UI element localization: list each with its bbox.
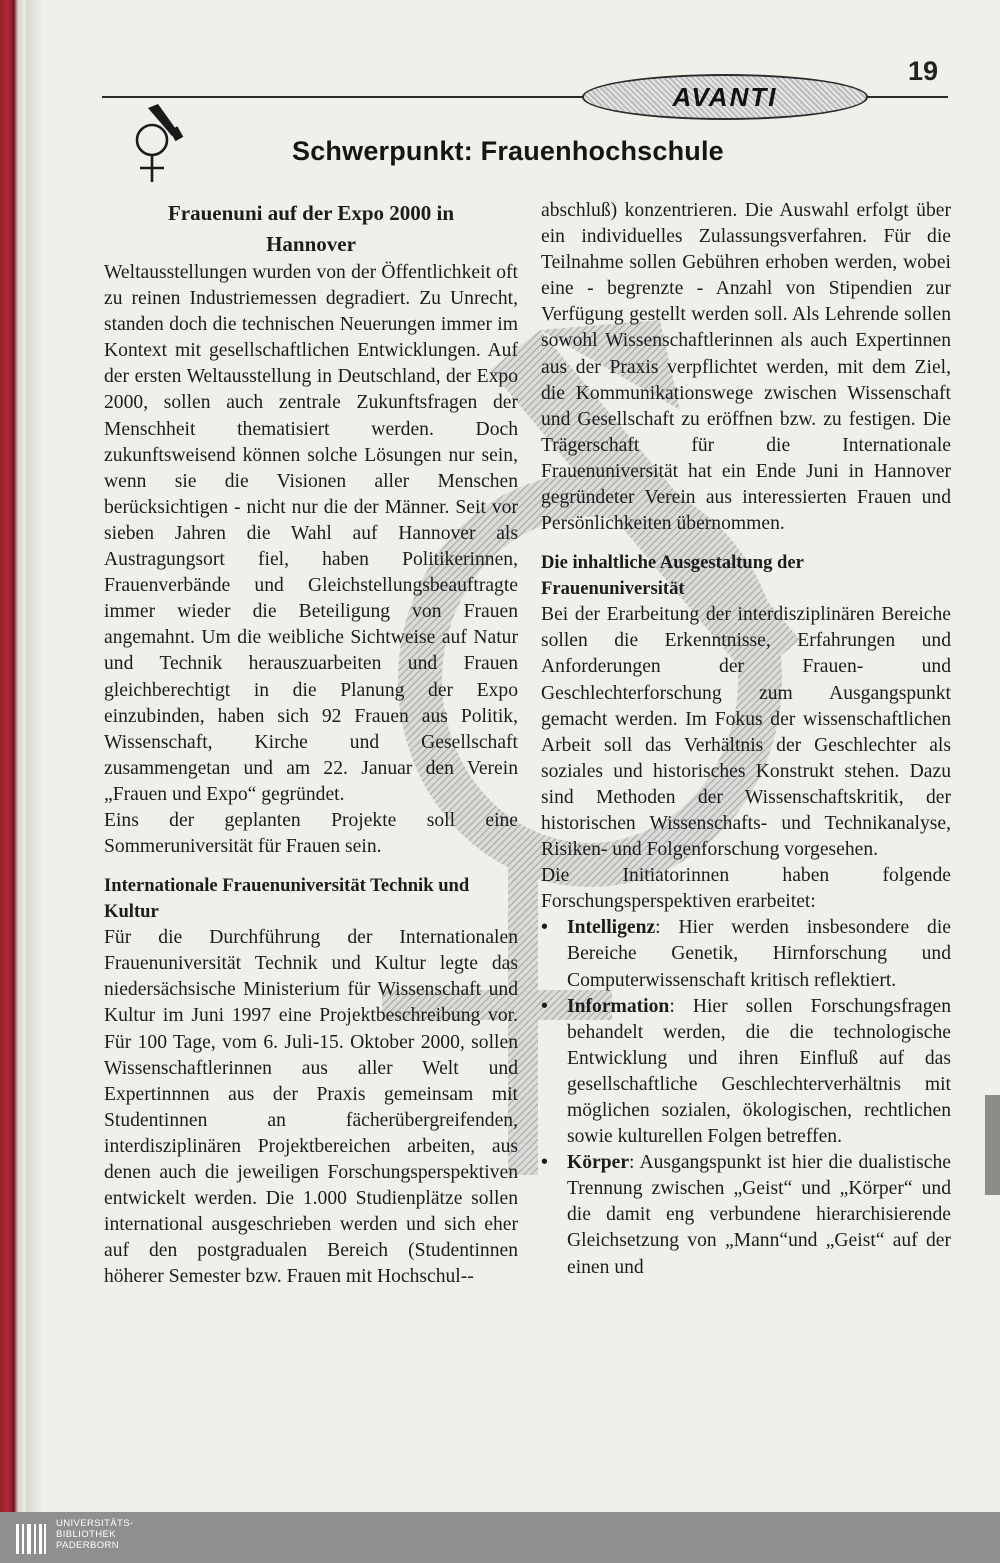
article-title-line2: Hannover xyxy=(266,232,356,256)
right-column xyxy=(541,198,951,1281)
avanti-label: AVANTI xyxy=(672,82,778,112)
bullet-term: Information xyxy=(567,995,670,1017)
bullet-icon: • xyxy=(541,995,548,1017)
projects-paragraph: Eins der geplanten Projekte soll eine Sommeruniversität für Frauen sein. xyxy=(104,809,518,858)
content-subheading: Die inhaltliche Ausgestaltung der Frauenuniversität xyxy=(541,552,804,600)
bullet-text: : Ausgangspunkt ist hier die dualistische Trennung zwischen „Geist“ und „Körper“ und die damit eng verbundene hierarchisierende Gleichsetzung von „Mann“und „Geist“ auf der einen und xyxy=(567,1152,951,1278)
library-line3: PADERBORN xyxy=(56,1540,120,1551)
library-barcode-icon xyxy=(14,1520,48,1558)
left-column xyxy=(104,198,518,1290)
list-item xyxy=(541,915,951,993)
continuation-paragraph: abschluß) konzentrieren. Die Auswahl erfolgt über ein individuelles Zulassungsverfahren. Für die Teilnahme sollen Gebühren erhoben werden, wobei eine - begrenzte - Anzahl von Stipendien zur Verfügung gestellt werden soll. Als Lehrende sollen sowohl Wissenschaftlerinnen als auch Expertinnen aus der Praxis verpflichtet werden, mit dem Ziel, die Kommunikationswege zwischen Wissenschaft und Gesellschaft zu eröffnen bzw. zu festigen. Die Trägerschaft für die Internationale Frauenuniversität hat ein Ende Juni in Hannover gegründeter Verein aus interessierten Frauen und Persönlichkeiten übernommen. xyxy=(541,200,951,535)
bullet-term: Körper xyxy=(567,1152,630,1174)
content-paragraph: Bei der Erarbeitung der interdisziplinären Bereiche sollen die Erkenntnisse, Erfahrungen und Anforderungen der Frauen- und Geschlechterforschung zum Ausgangspunkt gemacht werden. Im Fokus der wissenschaftlichen Arbeit soll das Verhältnis der Geschlechter als soziales und historisches Konstrukt stehen. Dazu sind Methoden der Wissenschaftskritik, der historischen Wissenschafts- und Technikanalyse, Risiken- und Folgenforschung vorgesehen. xyxy=(541,604,951,861)
book-spine xyxy=(0,0,26,1512)
library-line2: BIBLIOTHEK xyxy=(56,1529,116,1540)
section-title: Schwerpunkt: Frauenhochschule xyxy=(292,136,724,166)
bullet-icon: • xyxy=(541,1152,548,1174)
bullet-term: Intelligenz xyxy=(567,917,656,939)
article-title xyxy=(104,198,518,260)
venus-hammer-icon xyxy=(128,102,184,184)
library-name xyxy=(56,1518,216,1551)
list-item xyxy=(541,994,951,1151)
article-title-line1: Frauenuni auf der Expo 2000 in xyxy=(167,201,455,225)
perspectives-intro: Die Initiatorinnen haben folgende Forschungsperspektiven erarbeitet: xyxy=(541,865,951,913)
bullet-text: : Hier sollen Forschungsfragen behandelt werden, die die technologische Entwicklung und ihren Einfluß auf das gesellschaftliche Geschlechterverhältnis mit möglichen sozialen, ökologischen, rechtlichen sowie kulturellen Folgen betreffen. xyxy=(567,995,951,1148)
university-paragraph: Für die Durchführung der Internationalen Frauenuniversität Technik und Kultur legte das niedersächsische Ministerium für Wissenschaft und Kultur im Juni 1997 eine Projektbeschreibung vor. Für 100 Tage, vom 6. Juli-15. Oktober 2000, sollen Wissenschaftlerinnen aus aller Welt und Expertinnnen aus der Praxis gemeinsam mit Studentinnen an fächerübergreifenden, interdisziplinären Projektbereichen arbeiten, aus denen auch die jeweiligen Forschungsperspektiven entwickelt werden. Die 1.000 Studienplätze sollen international ausgeschrieben werden und sich eher auf den postgradualen Bereich (Studentinnen höherer Semester bzw. Frauen mit Hochschul-- xyxy=(104,927,518,1288)
perspectives-list xyxy=(541,915,951,1280)
bullet-icon: • xyxy=(541,917,548,939)
spine-shadow xyxy=(26,0,44,1512)
avanti-badge xyxy=(582,74,868,120)
page-number: 19 xyxy=(908,56,939,86)
list-item xyxy=(541,1150,951,1280)
bleed-through-mark xyxy=(985,1095,1000,1195)
library-line1: UNIVERSITÄTS- xyxy=(56,1518,134,1529)
bullet-text: : Hier werden insbesondere die Bereiche Genetik, Hirnforschung und Computerwissenschaft kritisch reflektiert. xyxy=(567,917,951,991)
university-subheading: Internationale Frauenuniversität Technik und Kultur xyxy=(104,875,470,923)
intro-paragraph: Weltausstellungen wurden von der Öffentlichkeit oft zu reinen Industriemessen degradiert. Zu Unrecht, standen doch die technischen Neuerungen immer im Kontext mit gesellschaftlichen Entwicklungen. Auf der ersten Weltausstellung in Deutschland, der Expo 2000, sollen auch zentrale Zukunftsfragen der Menschheit thematisiert werden. Doch zukunftsweisend können solche Lösungen nur sein, wenn sie die Visionen aller Menschen berücksichtigen - nicht nur die der Männer. Seit vor sieben Jahren die Wahl auf Hannover als Austragungsort fiel, haben Politikerinnen, Frauenverbände und Gleichstellungsbeauftragte immer wieder die Beteiligung von Frauen angemahnt. Um die weibliche Sichtweise auf Natur und Technik herauszuarbeiten und Frauen gleichberechtigt in die Planung der Expo einzubinden, haben sich 92 Frauen aus Politik, Wissenschaft, Kirche und Gesellschaft zusammengetan und am 22. Januar den Verein „Frauen und Expo“ gegründet. xyxy=(104,262,518,805)
